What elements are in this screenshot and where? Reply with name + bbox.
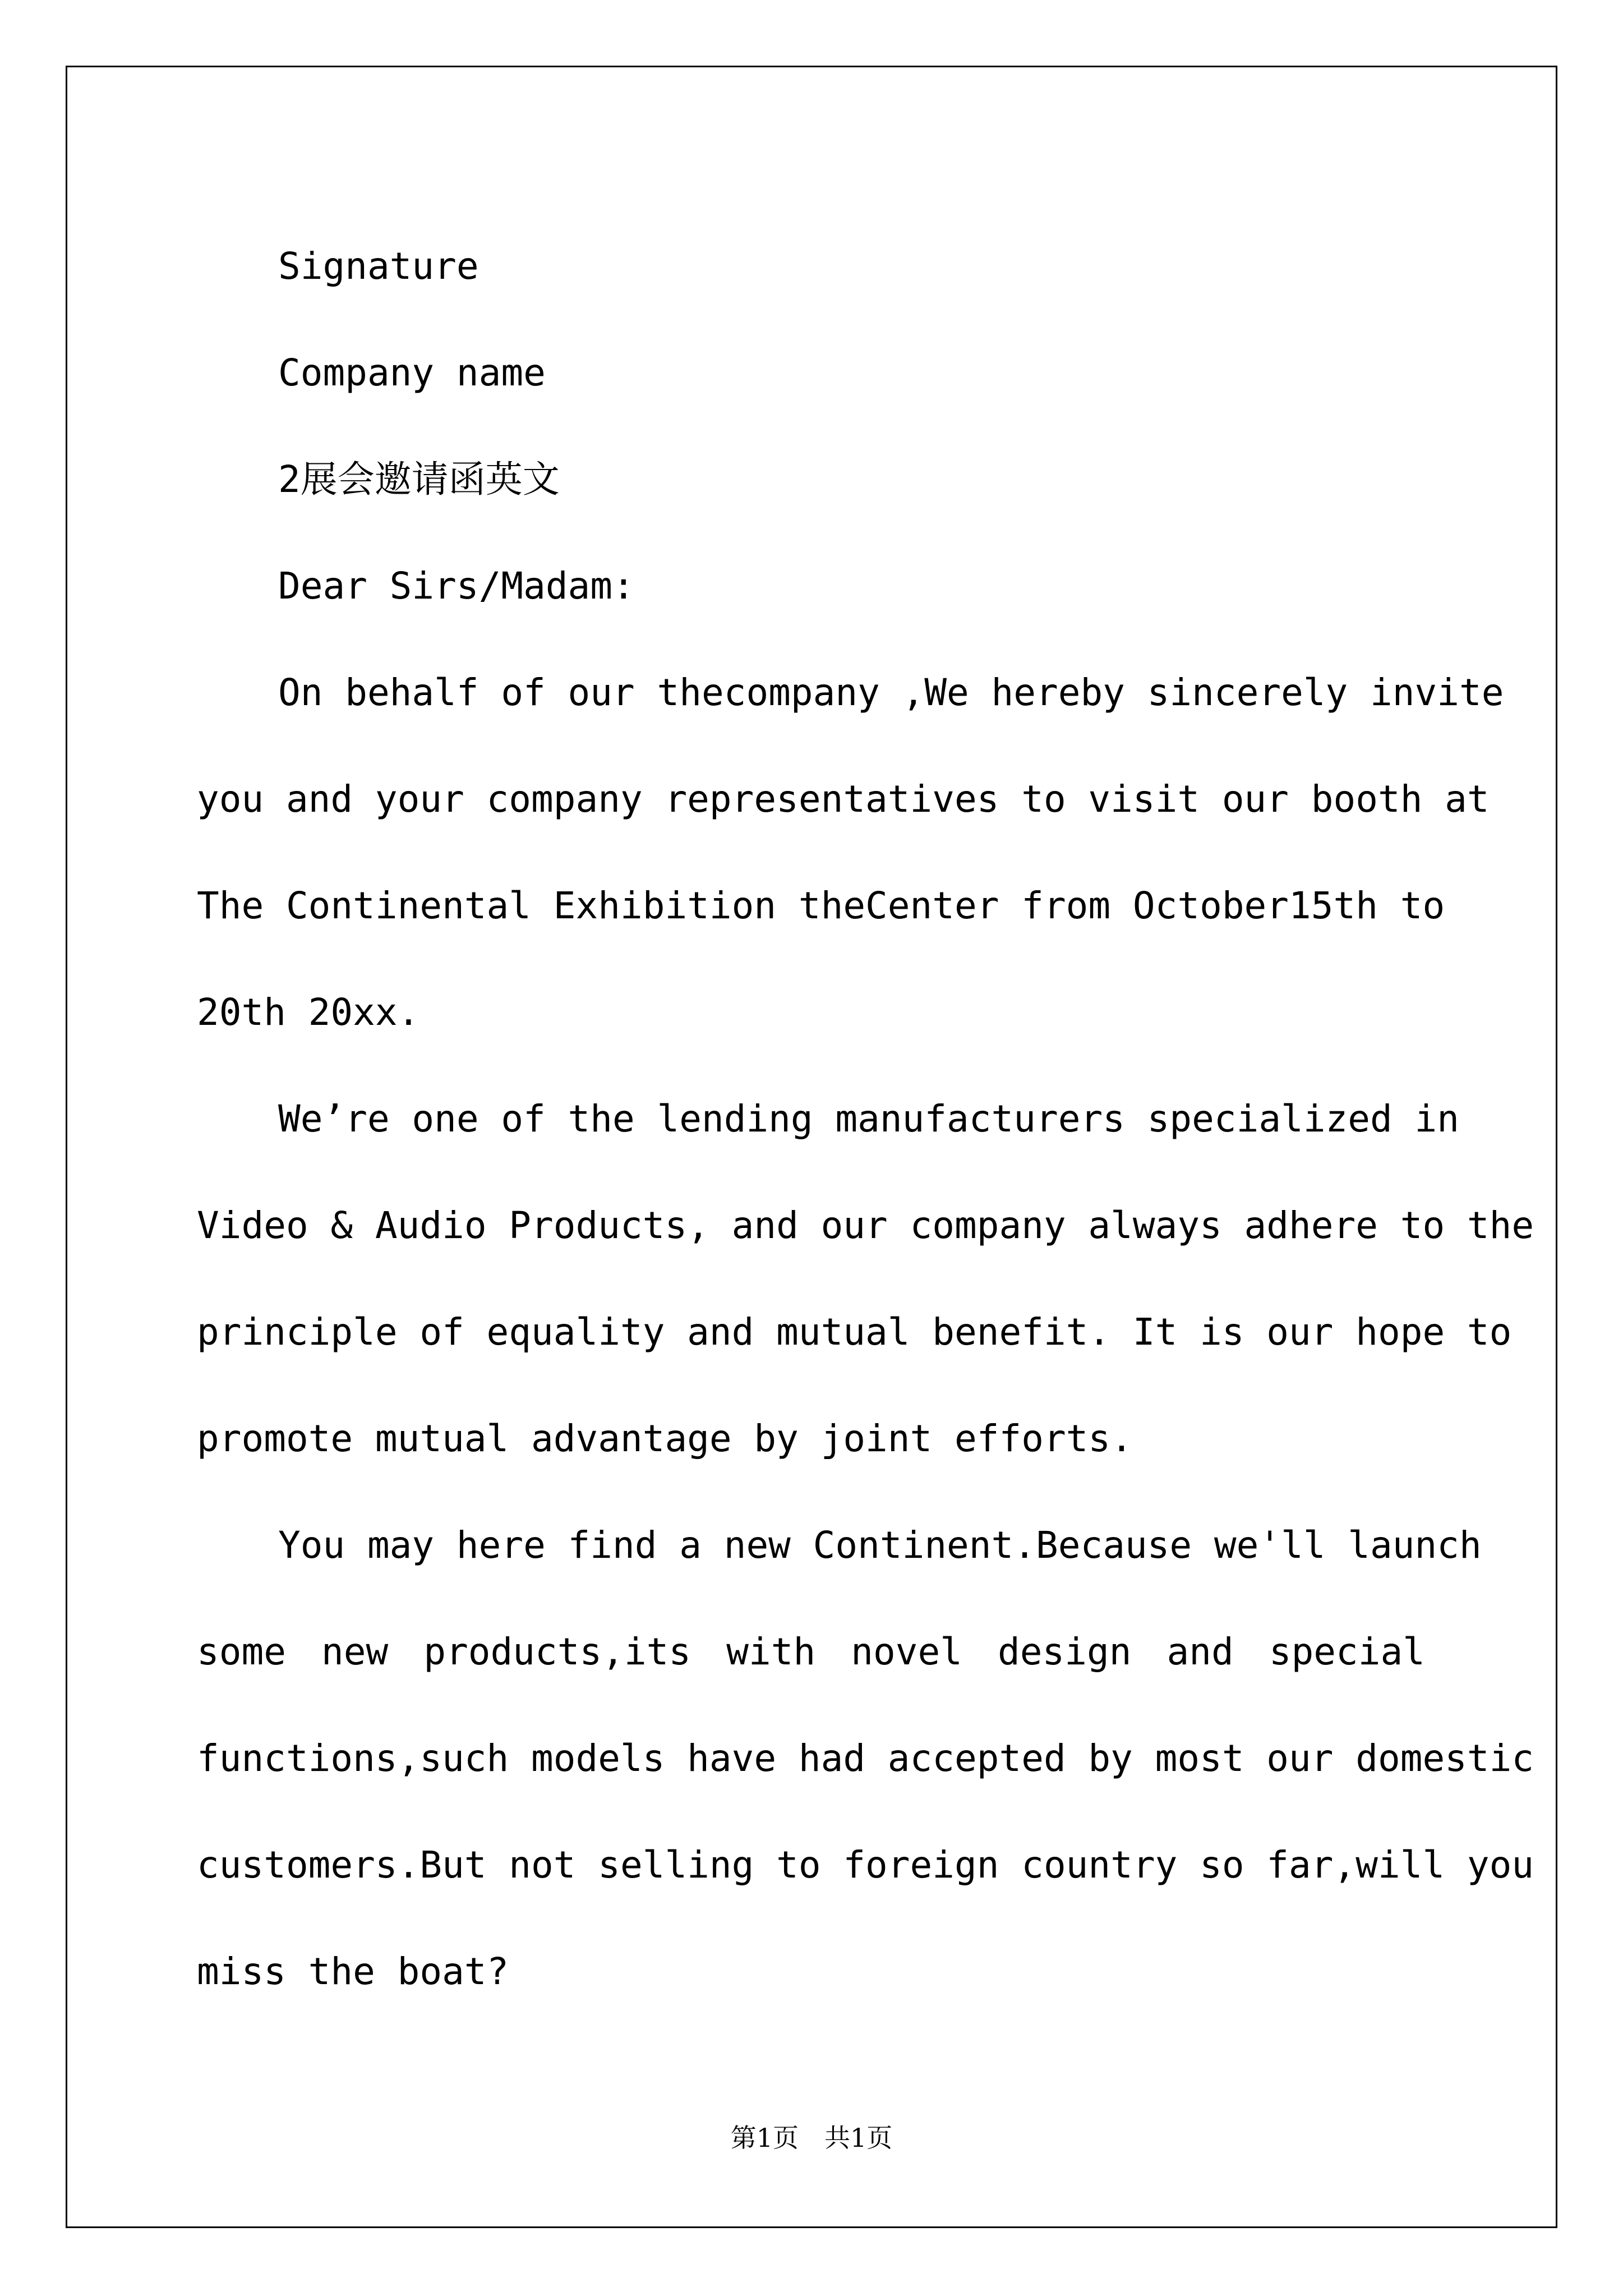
company-name-line: Company name — [278, 351, 546, 394]
paragraph-line: some new products,its with novel design and special — [197, 1630, 1425, 1673]
paragraph-line: customers.But not selling to foreign country so far,will you — [197, 1843, 1534, 1887]
paragraph-line: 20th 20xx. — [197, 991, 420, 1034]
paragraph-3 — [197, 1492, 1534, 2025]
paragraph-line: promote mutual advantage by joint efforts. — [197, 1417, 1133, 1460]
paragraph-line: On behalf of our thecompany ,We hereby sincerely invite — [278, 671, 1504, 714]
paragraph-1 — [197, 639, 1504, 1066]
salutation: Dear Sirs/Madam: — [278, 564, 635, 608]
paragraph-line: The Continental Exhibition theCenter from October15th to — [197, 884, 1445, 927]
paragraph-line: Video & Audio Products, and our company always adhere to the — [197, 1204, 1534, 1247]
paragraph-line: You may here find a new Continent.Because we'll launch — [278, 1524, 1482, 1567]
section-title: 2展会邀请函英文 — [278, 458, 560, 501]
document-body — [197, 213, 1534, 2025]
paragraph-2 — [197, 1066, 1534, 1492]
paragraph-line: We’re one of the lending manufacturers specialized in — [278, 1097, 1459, 1140]
signature-line: Signature — [278, 245, 479, 288]
paragraph-line: you and your company representatives to visit our booth at — [197, 777, 1490, 821]
page-footer — [0, 2118, 1623, 2155]
page-total: 共1页 — [824, 2123, 893, 2153]
page-number: 第1页 — [730, 2123, 799, 2153]
paragraph-line: principle of equality and mutual benefit. It is our hope to — [197, 1310, 1512, 1354]
paragraph-line: functions,such models have had accepted by most our domestic — [197, 1737, 1534, 1780]
paragraph-line: miss the boat? — [197, 1950, 509, 1993]
